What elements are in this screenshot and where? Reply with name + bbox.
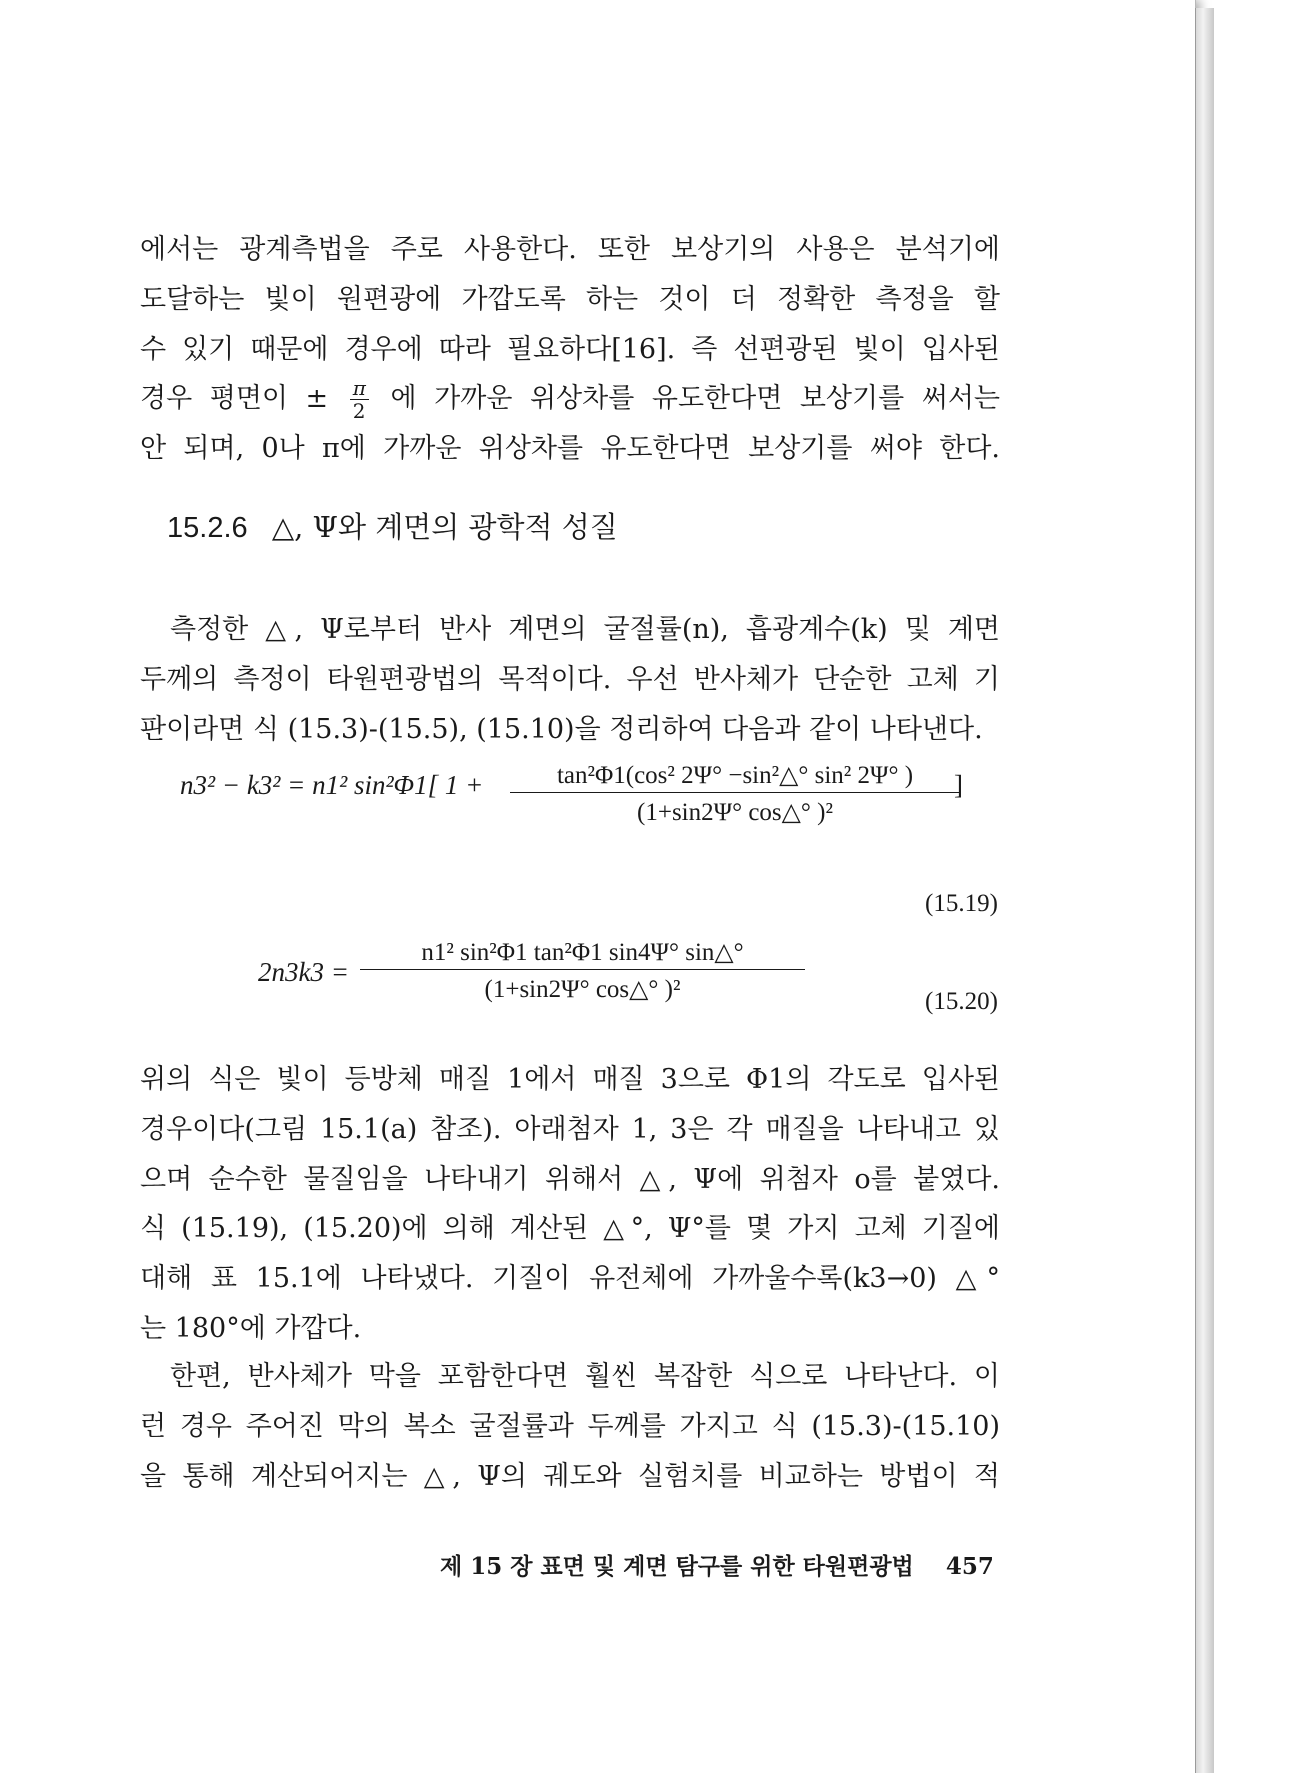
text-line: 대해 표 15.1에 나타냈다. 기질이 유전체에 가까울수록(k3→0) △° — [140, 1263, 1000, 1295]
equation-15-20-numerator: n1² sin²Φ1 tan²Φ1 sin4Ψ° sin△° — [360, 937, 805, 970]
equation-15-20-denominator: (1+sin2Ψ° cos△° )² — [484, 976, 681, 1003]
chapter-title: 제 15 장 표면 및 계면 탐구를 위한 타원편광법 — [440, 1553, 914, 1580]
text-line: 판이라면 식 (15.3)-(15.5), (15.10)을 정리하여 다음과 같이 나타낸다. — [140, 713, 983, 745]
section-number: 15.2.6 — [167, 512, 248, 544]
equation-15-19-close: ] — [954, 770, 963, 800]
section-heading — [167, 505, 618, 546]
paragraph-3 — [140, 1352, 1000, 1501]
equation-15-20-lhs: 2n3k3 = — [258, 957, 349, 987]
pi-over-two-fraction — [350, 377, 369, 422]
text-line: 위의 식은 빛이 등방체 매질 1에서 매질 3으로 Φ1의 각도로 입사된 — [140, 1064, 1000, 1095]
page-edge-shadow — [1195, 8, 1214, 1773]
text-line: 에서는 광계측법을 주로 사용한다. 또한 보상기의 사용은 분석기에 — [140, 234, 1000, 265]
text-line: 을 통해 계산되어지는 △, Ψ의 궤도와 실험치를 비교하는 방법이 적 — [140, 1460, 1000, 1492]
equation-number-15-20: (15.20) — [925, 988, 998, 1015]
equation-15-19-numerator: tan²Φ1(cos² 2Ψ° −sin²△° sin² 2Ψ° ) — [510, 760, 960, 793]
text-line: 식 (15.19), (15.20)에 의해 계산된 △°, Ψ°를 몇 가지 고체 기질에 — [140, 1213, 1000, 1245]
text-line: 측정한 △, Ψ로부터 반사 계면의 굴절률(n), 흡광계수(k) 및 계면 — [170, 614, 1000, 645]
text-line: 두께의 측정이 타원편광법의 목적이다. 우선 반사체가 단순한 고체 기 — [140, 663, 1000, 695]
text-line: 런 경우 주어진 막의 복소 굴절률과 두께를 가지고 식 (15.3)-(15.10) — [140, 1410, 1000, 1442]
paragraph-2 — [140, 1055, 1000, 1354]
text-line: 경우이다(그림 15.1(a) 참조). 아래첨자 1, 3은 각 매질을 나타내고 있 — [140, 1113, 1000, 1145]
text-line: 안 되며, 0나 π에 가까운 위상차를 유도한다면 보상기를 써야 한다. — [140, 433, 1000, 465]
intro-paragraph — [140, 225, 1000, 474]
text-line: 수 있기 때문에 경우에 따라 필요하다[16]. 즉 선편광된 빛이 입사된 — [140, 333, 1000, 365]
text-line: 는 180°에 가깝다. — [140, 1312, 362, 1344]
equation-15-19-denominator: (1+sin2Ψ° cos△° )² — [637, 799, 833, 826]
equation-15-20-fraction — [360, 937, 805, 1004]
text-line: 도달하는 빛이 원편광에 가깝도록 하는 것이 더 정확한 측정을 할 — [140, 283, 1000, 315]
equation-15-19-lhs: n3² − k3² = n1² sin²Φ1[ 1 + — [180, 770, 484, 800]
section-title: △, Ψ와 계면의 광학적 성질 — [271, 510, 618, 544]
running-footer — [440, 1548, 994, 1581]
text-fragment: 경우 평면이 ± — [140, 383, 329, 415]
equation-15-19-fraction — [510, 760, 960, 827]
text-fragment: 에 가까운 위상차를 유도한다면 보상기를 써서는 — [390, 383, 1000, 415]
fraction-numerator: π — [350, 377, 369, 400]
text-line: 으며 순수한 물질임을 나타내기 위해서 △, Ψ에 위첨자 o를 붙였다. — [140, 1163, 1000, 1195]
paragraph-1 — [140, 605, 1000, 754]
equation-number-15-19: (15.19) — [925, 890, 998, 917]
text-line: 한편, 반사체가 막을 포함한다면 훨씬 복잡한 식으로 나타난다. 이 — [170, 1361, 1000, 1392]
page-number: 457 — [945, 1553, 994, 1580]
text-line-with-fraction — [140, 374, 1000, 424]
fraction-denominator: 2 — [352, 399, 366, 424]
